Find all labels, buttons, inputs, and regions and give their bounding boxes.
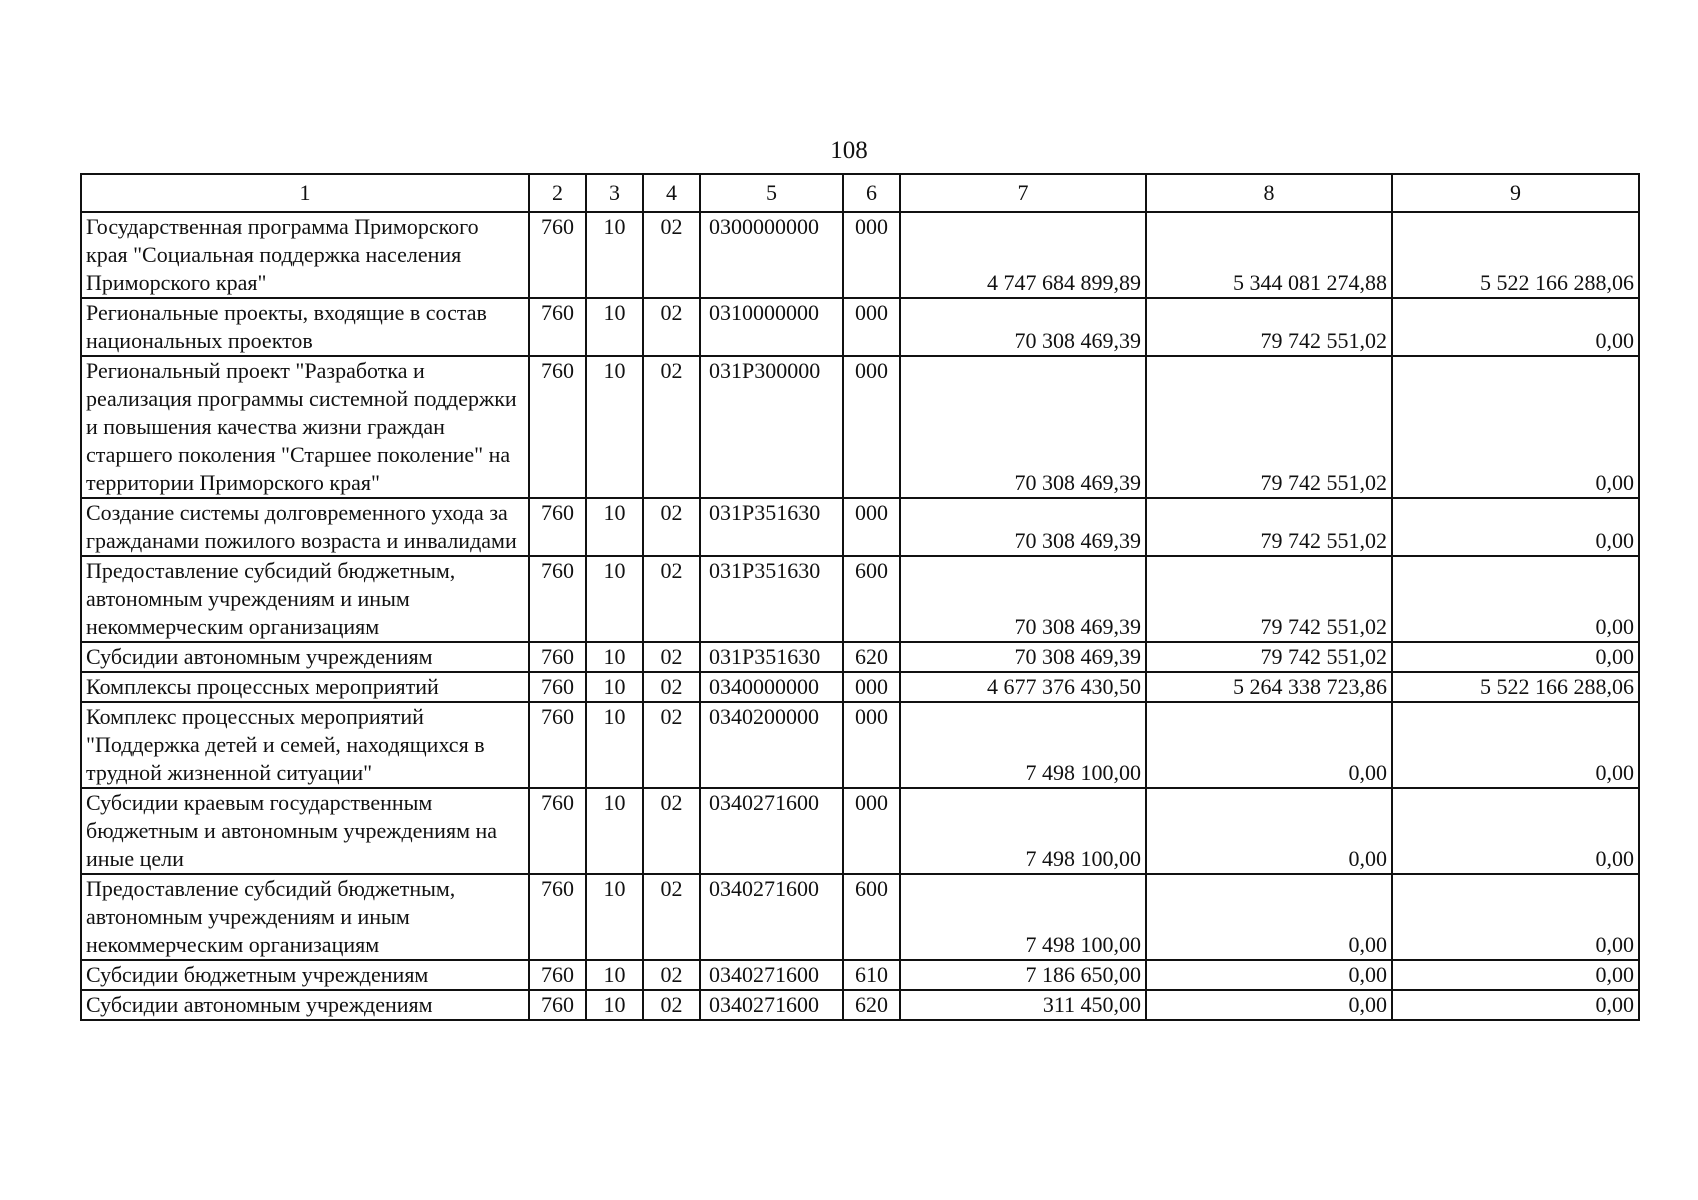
row-amount-8: 5 264 338 723,86	[1146, 672, 1392, 702]
row-code-4: 02	[643, 556, 700, 642]
column-header-2: 2	[529, 174, 586, 212]
row-code-5: 0310000000	[700, 298, 843, 356]
row-amount-9: 0,00	[1392, 990, 1639, 1020]
row-code-4: 02	[643, 990, 700, 1020]
row-code-4: 02	[643, 672, 700, 702]
row-code-6: 000	[843, 356, 900, 498]
row-amount-7: 4 677 376 430,50	[900, 672, 1146, 702]
row-code-3: 10	[586, 212, 643, 298]
row-name: Субсидии бюджетным учреждениям	[81, 960, 529, 990]
row-code-5: 0340271600	[700, 990, 843, 1020]
column-header-3: 3	[586, 174, 643, 212]
column-header-8: 8	[1146, 174, 1392, 212]
row-name: Субсидии краевым государственным бюджетным и автономным учреждениям на иные цели	[81, 788, 529, 874]
row-code-3: 10	[586, 990, 643, 1020]
row-amount-9: 5 522 166 288,06	[1392, 212, 1639, 298]
column-header-1: 1	[81, 174, 529, 212]
row-code-4: 02	[643, 212, 700, 298]
row-code-5: 031P300000	[700, 356, 843, 498]
row-code-5: 031P351630	[700, 556, 843, 642]
row-amount-7: 4 747 684 899,89	[900, 212, 1146, 298]
row-code-2: 760	[529, 990, 586, 1020]
row-code-6: 000	[843, 788, 900, 874]
row-amount-8: 79 742 551,02	[1146, 356, 1392, 498]
row-amount-9: 0,00	[1392, 356, 1639, 498]
row-code-2: 760	[529, 642, 586, 672]
row-code-3: 10	[586, 672, 643, 702]
row-name: Государственная программа Приморского края "Социальная поддержка населения Приморского края"	[81, 212, 529, 298]
column-header-9: 9	[1392, 174, 1639, 212]
row-amount-8: 0,00	[1146, 788, 1392, 874]
row-code-6: 620	[843, 642, 900, 672]
row-amount-9: 0,00	[1392, 874, 1639, 960]
row-code-2: 760	[529, 212, 586, 298]
table-row	[81, 556, 1639, 642]
row-amount-9: 0,00	[1392, 960, 1639, 990]
row-code-5: 0340000000	[700, 672, 843, 702]
row-code-6: 000	[843, 702, 900, 788]
table-row	[81, 498, 1639, 556]
row-code-5: 031P351630	[700, 498, 843, 556]
row-code-4: 02	[643, 874, 700, 960]
row-code-4: 02	[643, 702, 700, 788]
row-amount-8: 5 344 081 274,88	[1146, 212, 1392, 298]
row-code-2: 760	[529, 556, 586, 642]
row-amount-7: 7 498 100,00	[900, 702, 1146, 788]
row-code-4: 02	[643, 498, 700, 556]
row-code-3: 10	[586, 874, 643, 960]
row-amount-8: 79 742 551,02	[1146, 498, 1392, 556]
row-code-3: 10	[586, 642, 643, 672]
row-amount-9: 0,00	[1392, 788, 1639, 874]
row-code-6: 000	[843, 212, 900, 298]
row-name: Комплексы процессных мероприятий	[81, 672, 529, 702]
row-amount-7: 70 308 469,39	[900, 298, 1146, 356]
row-code-4: 02	[643, 960, 700, 990]
row-amount-8: 0,00	[1146, 960, 1392, 990]
row-amount-8: 0,00	[1146, 990, 1392, 1020]
row-name: Комплекс процессных мероприятий "Поддержка детей и семей, находящихся в трудной жизненной ситуации"	[81, 702, 529, 788]
row-amount-7: 7 498 100,00	[900, 874, 1146, 960]
row-code-5: 0300000000	[700, 212, 843, 298]
row-code-6: 600	[843, 556, 900, 642]
row-code-2: 760	[529, 960, 586, 990]
table-row	[81, 960, 1639, 990]
row-amount-9: 0,00	[1392, 498, 1639, 556]
row-amount-7: 311 450,00	[900, 990, 1146, 1020]
row-code-3: 10	[586, 702, 643, 788]
row-name: Предоставление субсидий бюджетным, автономным учреждениям и иным некоммерческим организациям	[81, 874, 529, 960]
row-amount-9: 0,00	[1392, 298, 1639, 356]
row-code-5: 0340271600	[700, 788, 843, 874]
column-header-6: 6	[843, 174, 900, 212]
column-header-row	[81, 174, 1639, 212]
row-code-3: 10	[586, 356, 643, 498]
row-code-3: 10	[586, 498, 643, 556]
row-name: Региональные проекты, входящие в состав национальных проектов	[81, 298, 529, 356]
table-row	[81, 990, 1639, 1020]
row-amount-8: 0,00	[1146, 702, 1392, 788]
row-amount-9: 5 522 166 288,06	[1392, 672, 1639, 702]
row-code-6: 000	[843, 498, 900, 556]
row-name: Региональный проект "Разработка и реализация программы системной поддержки и повышения качества жизни граждан старшего поколения "Старшее поколение" на территории Приморского края"	[81, 356, 529, 498]
row-name: Субсидии автономным учреждениям	[81, 642, 529, 672]
row-code-4: 02	[643, 642, 700, 672]
row-name: Создание системы долговременного ухода за гражданами пожилого возраста и инвалидами	[81, 498, 529, 556]
row-code-5: 0340200000	[700, 702, 843, 788]
row-code-5: 031P351630	[700, 642, 843, 672]
row-code-2: 760	[529, 702, 586, 788]
row-code-2: 760	[529, 874, 586, 960]
row-amount-9: 0,00	[1392, 642, 1639, 672]
budget-table	[80, 173, 1640, 1021]
row-code-4: 02	[643, 788, 700, 874]
row-name: Предоставление субсидий бюджетным, автономным учреждениям и иным некоммерческим организациям	[81, 556, 529, 642]
row-amount-7: 70 308 469,39	[900, 556, 1146, 642]
row-amount-9: 0,00	[1392, 702, 1639, 788]
table-row	[81, 874, 1639, 960]
row-name: Субсидии автономным учреждениям	[81, 990, 529, 1020]
table-row	[81, 298, 1639, 356]
row-code-6: 610	[843, 960, 900, 990]
row-code-2: 760	[529, 672, 586, 702]
table-row	[81, 672, 1639, 702]
row-code-2: 760	[529, 498, 586, 556]
row-amount-7: 70 308 469,39	[900, 356, 1146, 498]
row-amount-8: 79 742 551,02	[1146, 642, 1392, 672]
table-row	[81, 212, 1639, 298]
row-code-4: 02	[643, 298, 700, 356]
row-amount-7: 70 308 469,39	[900, 498, 1146, 556]
row-code-2: 760	[529, 356, 586, 498]
page-number: 108	[830, 137, 868, 164]
row-code-4: 02	[643, 356, 700, 498]
row-amount-9: 0,00	[1392, 556, 1639, 642]
row-code-5: 0340271600	[700, 960, 843, 990]
column-header-4: 4	[643, 174, 700, 212]
table-row	[81, 356, 1639, 498]
row-code-5: 0340271600	[700, 874, 843, 960]
row-code-3: 10	[586, 788, 643, 874]
row-code-6: 600	[843, 874, 900, 960]
row-amount-8: 79 742 551,02	[1146, 298, 1392, 356]
table-row	[81, 788, 1639, 874]
row-amount-8: 79 742 551,02	[1146, 556, 1392, 642]
row-code-3: 10	[586, 960, 643, 990]
row-code-2: 760	[529, 298, 586, 356]
row-code-2: 760	[529, 788, 586, 874]
table-row	[81, 702, 1639, 788]
column-header-5: 5	[700, 174, 843, 212]
column-header-7: 7	[900, 174, 1146, 212]
row-code-6: 000	[843, 672, 900, 702]
row-amount-7: 70 308 469,39	[900, 642, 1146, 672]
row-code-6: 000	[843, 298, 900, 356]
row-code-6: 620	[843, 990, 900, 1020]
row-amount-7: 7 186 650,00	[900, 960, 1146, 990]
row-amount-8: 0,00	[1146, 874, 1392, 960]
table-row	[81, 642, 1639, 672]
row-amount-7: 7 498 100,00	[900, 788, 1146, 874]
row-code-3: 10	[586, 556, 643, 642]
row-code-3: 10	[586, 298, 643, 356]
